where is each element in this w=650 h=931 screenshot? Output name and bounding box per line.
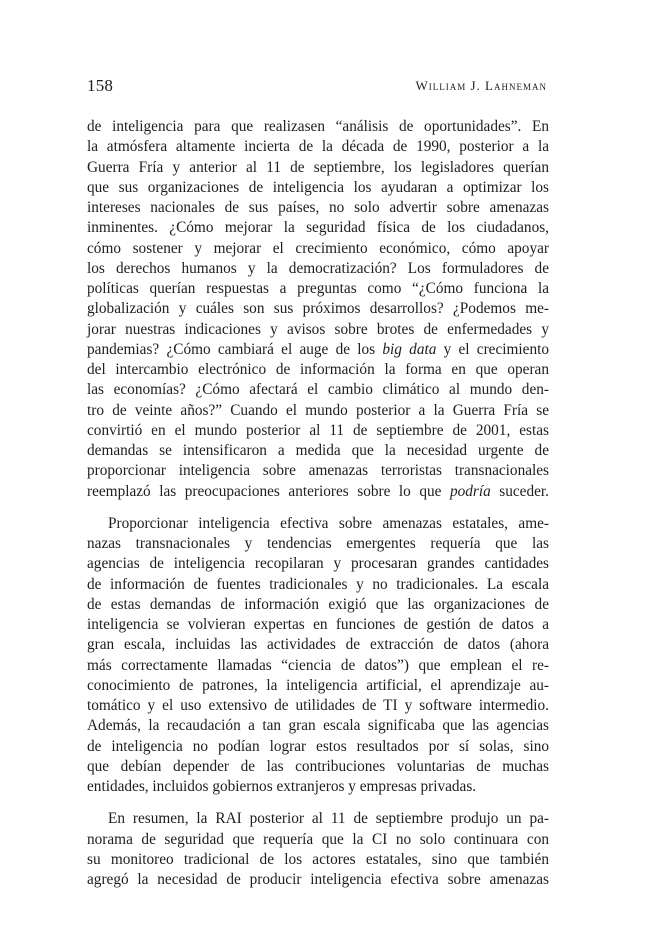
text-line: entidades, incluidos gobiernos extranjeros y empresas privadas. <box>87 778 477 795</box>
text-line: cómo sostener y mejorar el crecimiento económico, cómo apoyar <box>87 239 549 257</box>
text-line: más correctamente llamadas “ciencia de datos”) que emplean el re- <box>87 656 549 674</box>
italic-term: big data <box>382 340 437 358</box>
text-line: agencias de inteligencia recopilaran y procesaran grandes cantidades <box>87 555 549 573</box>
text-line: Además, la recaudación a tan gran escala significaba que las agencias <box>87 717 549 735</box>
text-line: En resumen, la RAI posterior al 11 de septiembre produjo un pa- <box>108 810 549 828</box>
text-line: demandas se intensificaron a medida que la necesidad urgente de <box>87 442 549 459</box>
text-line: tro de veinte años?” Cuando el mundo posterior a la Guerra Fría se <box>87 401 549 419</box>
text-line: convirtió en el mundo posterior al 11 de septiembre de 2001, estas <box>87 421 549 439</box>
text-line: que debían depender de las contribuciones voluntarias de muchas <box>87 757 549 775</box>
text-run: y el crecimiento <box>436 340 549 358</box>
text-line: la atmósfera altamente incierta de la década de 1990, posterior a la <box>87 138 549 156</box>
text-line: globalización y cuáles son sus próximos desarrollos? ¿Podemos me- <box>87 300 549 318</box>
text-line: norama de seguridad que requería que la CI no solo continuara con <box>87 830 549 848</box>
text-line: de inteligencia no podían lograr estos resultados por sí solas, sino <box>87 737 549 755</box>
text-line: intereses nacionales de sus países, no solo advertir sobre amenazas <box>87 199 549 216</box>
text-line-with-italic <box>87 340 549 360</box>
text-line: agregó la necesidad de producir inteligencia efectiva sobre amenazas <box>87 871 549 888</box>
text-line-with-italic <box>87 482 549 502</box>
text-line: jorar nuestras indicaciones y avisos sobre brotes de enfermedades y <box>87 320 549 338</box>
text-line: las economías? ¿Cómo afectará el cambio climático al mundo den- <box>87 381 549 399</box>
text-line: nazas transnacionales y tendencias emergentes requería que las <box>87 535 549 552</box>
text-line: Proporcionar inteligencia efectiva sobre amenazas estatales, ame- <box>108 514 549 532</box>
paragraph-2 <box>87 514 549 798</box>
text-line: de estas demandas de información exigió que las organizaciones de <box>87 595 549 613</box>
text-line: de inteligencia para que realizasen “análisis de oportunidades”. En <box>87 118 549 135</box>
text-run: pandemias? ¿Cómo cambiará el auge de los <box>87 340 383 358</box>
text-line: los derechos humanos y la democratización? Los formuladores de <box>87 259 549 277</box>
text-line: su monitoreo tradicional de los actores estatales, sino que también <box>87 850 549 868</box>
text-line: conocimiento de patrones, la inteligencia artificial, el aprendizaje au- <box>87 676 549 694</box>
text-line: tomático y el uso extensivo de utilidades de TI y software intermedio. <box>87 697 549 714</box>
italic-term: podría <box>449 482 491 500</box>
body-text <box>87 117 549 890</box>
text-line: políticas querían respuestas a preguntas como “¿Cómo funciona la <box>87 280 549 297</box>
paragraph-3 <box>87 809 549 890</box>
paragraph-1 <box>87 117 549 502</box>
text-line: gran escala, incluidas las actividades de extracción de datos (ahora <box>87 636 549 654</box>
text-line: inteligencia se volvieran expertas en funciones de gestión de datos a <box>87 616 549 633</box>
text-line: proporcionar inteligencia sobre amenazas terroristas transnacionales <box>87 462 549 480</box>
page-header <box>87 76 547 100</box>
text-line: del intercambio electrónico de información la forma en que operan <box>87 361 549 378</box>
text-run: suceder. <box>490 482 549 500</box>
text-line: de información de fuentes tradicionales y no tradicionales. La escala <box>87 575 549 593</box>
text-line: inminentes. ¿Cómo mejorar la seguridad física de los ciudadanos, <box>87 219 549 237</box>
running-head-author: William J. Lahneman <box>415 78 547 93</box>
text-line: Guerra Fría y anterior al 11 de septiembre, los legisladores querían <box>87 158 549 176</box>
text-line: que sus organizaciones de inteligencia los ayudaran a optimizar los <box>87 178 549 196</box>
page-number: 158 <box>87 76 114 95</box>
text-run: reemplazó las preocupaciones anteriores sobre lo que <box>87 482 450 500</box>
